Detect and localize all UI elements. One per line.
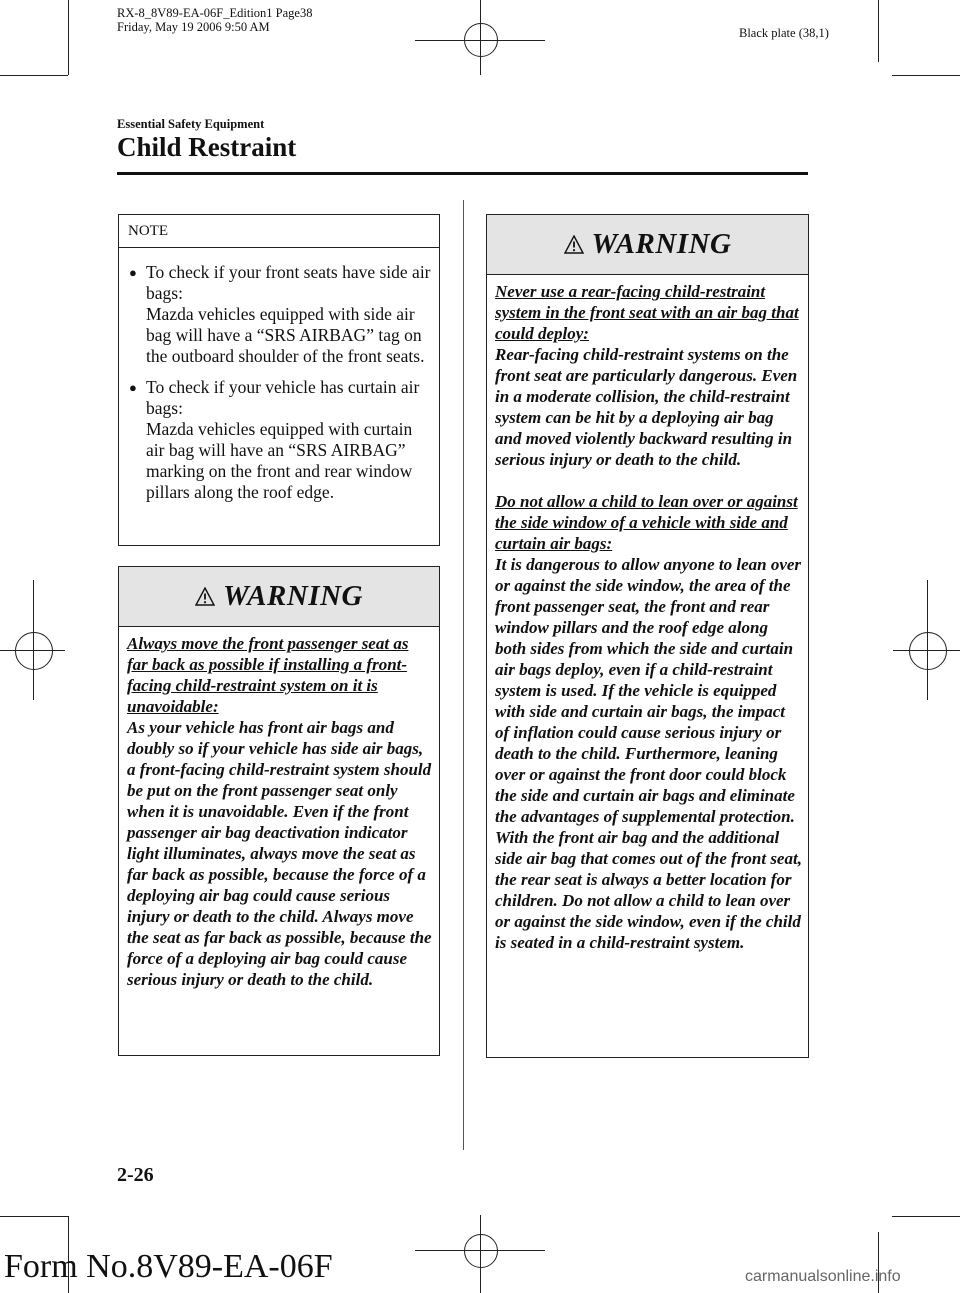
note-item: [126, 377, 433, 503]
form-number: Form No.8V89-EA-06F: [4, 1248, 333, 1285]
note-item-text: Mazda vehicles equipped with side air bag will have a “SRS AIRBAG” tag on the outboard shoulder of the front seats.: [146, 304, 425, 366]
registration-mark: [15, 632, 53, 670]
warning-text: It is dangerous to allow anyone to lean over or against the side window, the area of the front passenger seat, the front and rear window pillars and the roof edge along both sides from which the side and curtain air bags deploy, even if a child-restraint system is used. If the vehicle is equipped with side and curtain air bags, the impact of inflation could cause serious injury or death to the child. Furthermore, leaning over or against the front door could block the side and curtain air bags and eliminate the advantages of supplemental protection. With the front air bag and the additional side air bag that comes out of the front seat, the rear seat is always a better location for children. Do not allow a child to lean over or against the side window, even if the child is seated in a child-restraint system.: [495, 555, 802, 952]
warning-text: As your vehicle has front air bags and doubly so if your vehicle has side air bags, a front-facing child-restraint system should be put on the front passenger seat only when it is unavoidable. Even if the front passenger air bag deactivation indicator light illuminates, always move the seat as far back as possible, because the force of a deploying air bag could cause serious injury or death to the child. Always move the seat as far back as possible, because the force of a deploying air bag could cause serious injury or death to the child.: [127, 718, 432, 989]
warning-body: [119, 627, 439, 990]
note-item: [126, 262, 433, 367]
section-label: Essential Safety Equipment: [117, 117, 265, 131]
note-item-label: To check if your vehicle has curtain air bags:: [146, 377, 420, 418]
title-rule: [117, 172, 808, 175]
paragraph-spacer: [495, 470, 802, 491]
registration-mark: [464, 1234, 498, 1268]
note-body: [119, 248, 439, 503]
warning-box-left: [118, 566, 440, 1056]
registration-mark: [909, 632, 947, 670]
page-title: Child Restraint: [117, 132, 297, 162]
warning-header: [119, 567, 439, 627]
crop-mark: [68, 0, 69, 75]
crop-mark: [0, 1216, 68, 1217]
circle-bullet-icon: ●: [129, 380, 137, 395]
warning-text: Rear-facing child-restraint systems on the front seat are particularly dangerous. Even in a moderate collision, the child-restraint system can be hit by a deploying air bag and moved violently backward resulting in serious injury or death to the child.: [495, 345, 798, 469]
warning-header: [487, 215, 808, 275]
crop-mark: [892, 75, 960, 76]
file-line: RX-8_8V89-EA-06F_Edition1 Page38: [117, 6, 313, 20]
warning-box-right: [486, 214, 809, 1058]
file-info: [117, 6, 312, 34]
warning-heading: Do not allow a child to lean over or against the side window of a vehicle with side and curtain air bags:: [495, 492, 798, 553]
note-item-text: Mazda vehicles equipped with curtain air bag will have an “SRS AIRBAG” marking on the front and rear window pillars along the roof edge.: [146, 419, 413, 502]
warning-heading: Always move the front passenger seat as far back as possible if installing a front-facing child-restraint system on it is unavoidable:: [127, 634, 409, 716]
crop-mark: [892, 1216, 960, 1217]
warning-title: WARNING: [223, 580, 363, 612]
watermark: carmanualsonline.info: [745, 1268, 901, 1285]
note-item-label: To check if your front seats have side air bags:: [146, 262, 431, 303]
date-line: Friday, May 19 2006 9:50 AM: [117, 20, 270, 34]
note-box: [118, 214, 440, 546]
crop-mark: [0, 75, 68, 76]
column-divider: [463, 200, 464, 1150]
circle-bullet-icon: ●: [129, 265, 137, 280]
warning-body: [487, 275, 808, 953]
warning-heading: Never use a rear-facing child-restraint system in the front seat with an air bag that could deploy:: [495, 282, 799, 343]
plate-label: Black plate (38,1): [739, 26, 829, 40]
crop-mark: [878, 0, 879, 62]
warning-triangle-icon: [564, 235, 584, 254]
registration-mark: [464, 23, 498, 57]
warning-title: WARNING: [591, 228, 732, 260]
note-heading: NOTE: [119, 215, 439, 248]
warning-triangle-icon: [195, 587, 215, 606]
page-number: 2-26: [117, 1164, 154, 1186]
